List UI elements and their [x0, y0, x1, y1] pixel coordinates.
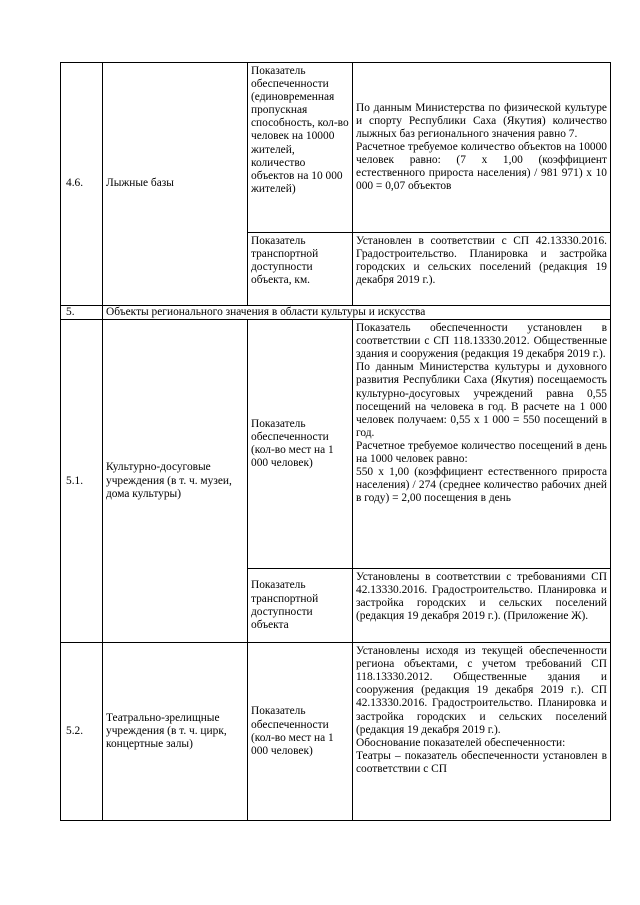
basis-cell: Установлены в соответствии с требованиями СП 42.13330.2016. Градостроительство. Планировка и застройка городских и сельских поселений (редакция 19 декабря 2019 г.). (Приложение Ж).: [353, 569, 611, 643]
indicator-cell: Показатель транспортной доступности объекта, км.: [248, 233, 353, 306]
indicator-cell: Показатель транспортной доступности объекта: [248, 569, 353, 643]
table-row: [61, 63, 611, 233]
basis-cell: [353, 320, 611, 569]
object-name: Лыжные базы: [103, 63, 248, 306]
basis-paragraph: Расчетное требуемое количество посещений в день на 1000 человек равно:: [356, 439, 607, 466]
basis-paragraph: Обоснование показателей обеспеченности:: [356, 736, 566, 749]
section-title: Объекты регионального значения в области культуры и искусства: [103, 306, 611, 320]
basis-cell: Установлен в соответствии с СП 42.13330.2016. Градостроительство. Планировка и застройка городских и сельских поселений (редакция 19 декабря 2019 г.).: [353, 233, 611, 306]
indicator-cell: Показатель обеспеченности (кол-во мест на 1 000 человек): [248, 320, 353, 569]
table-row: [61, 320, 611, 569]
table-row: [61, 643, 611, 821]
standards-table: [60, 62, 611, 821]
object-name: Культурно-досуговые учреждения (в т. ч. музеи, дома культуры): [103, 320, 248, 643]
object-name: Театрально-зрелищные учреждения (в т. ч. цирк, концертные залы): [103, 643, 248, 821]
basis-paragraph: Расчетное требуемое количество объектов на 10000 человек равно: (7 х 1,00 (коэффициент естественного прироста населения) / 981 971) х 10 000 = 0,07 объектов: [356, 140, 607, 193]
document-page: [60, 62, 610, 821]
basis-cell: [353, 643, 611, 821]
section-row: [61, 306, 611, 320]
basis-paragraph: Театры – показатель обеспеченности установлен в соответствии с СП: [356, 749, 607, 775]
row-number: 4.6.: [61, 63, 103, 306]
basis-paragraph: 550 х 1,00 (коэффициент естественного прироста населения) / 274 (среднее количество рабочих дней в году) = 2,00 посещения в день: [356, 466, 607, 505]
indicator-cell: Показатель обеспеченности (кол-во мест на 1 000 человек): [248, 643, 353, 821]
row-number: 5.: [61, 306, 103, 320]
indicator-cell: Показатель обеспеченности (единовременная пропускная способность, кол-во человек на 10000 жителей, количество объектов на 10 000 жителей): [248, 63, 353, 233]
basis-paragraph: Показатель обеспеченности установлен в соответствии с СП 118.13330.2012. Общественные здания и сооружения (редакция 19 декабря 2019 г.).: [356, 322, 607, 361]
row-number: 5.1.: [61, 320, 103, 643]
basis-paragraph: Установлены исходя из текущей обеспеченности региона объектами, с учетом требований СП 118.13330.2012. Общественные здания и сооружения (редакция 19 декабря 2019 г.). СП 42.13330.2016. Градостроительство. Планировка и застройка городских и сельских поселений (редакция 19 декабря 2019 г.).: [356, 645, 607, 736]
row-number: 5.2.: [61, 643, 103, 821]
basis-paragraph: По данным Министерства культуры и духовного развития Республики Саха (Якутия) посещаемость культурно-досуговых учреждений равна 0,55 посещений на человека в год. В расчете на 1 000 человек получаем: 0,55 х 1 000 = 550 посещений в год.: [356, 361, 607, 439]
basis-paragraph: По данным Министерства по физической культуре и спорту Республики Саха (Якутия) количество лыжных баз регионального значения равно 7.: [356, 101, 607, 140]
basis-cell: [353, 63, 611, 233]
